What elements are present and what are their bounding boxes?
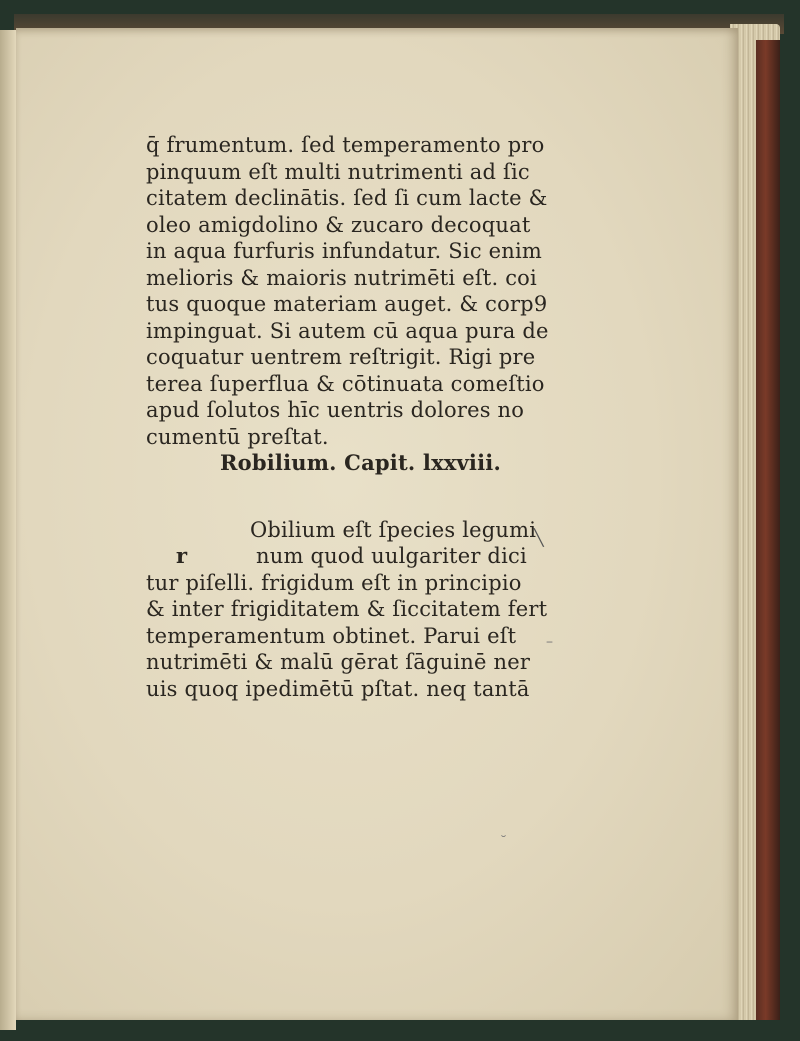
text-line: tus quoque materiam auget. & corp9 xyxy=(146,292,548,316)
text-line-body: num quod uulgariter dici xyxy=(256,544,527,568)
text-line: uis quoq ipedimētū pſtat. neq tantā xyxy=(146,676,530,701)
text-line: impinguat. Si autem cū aqua pura de xyxy=(146,318,549,343)
text-line: citatem declinātis. ſed ſi cum lacte & xyxy=(146,186,548,210)
text-line: tur piſelli. frigidum eſt in principio xyxy=(146,570,522,595)
text-line: coquatur uentrem reſtrigit. Rigi pre xyxy=(146,345,536,369)
facing-page-edge xyxy=(0,30,16,1030)
text-line: melioris & maioris nutrimēti eſt. coi xyxy=(146,265,537,290)
spacer xyxy=(146,477,546,517)
text-line: nutrimēti & malū gērat ſāguinē ner xyxy=(146,650,531,674)
text-line: pinquum eſt multi nutrimenti ad ſic xyxy=(146,159,530,184)
margin-dash-icon: – xyxy=(546,634,553,650)
passage-two xyxy=(146,517,546,703)
stray-mark-icon: ˘ xyxy=(500,834,507,850)
text-line: & inter frigiditatem & ſiccitatem fert xyxy=(146,597,548,621)
text-line: q̄ frumentum. ſed temperamento pro xyxy=(146,133,545,157)
text-line: terea ſuperflua & cōtinuata comeſtio xyxy=(146,371,545,396)
text-line xyxy=(146,543,546,570)
book-binding-edge xyxy=(756,40,780,1020)
text-block xyxy=(146,132,549,702)
margin-mark-icon: ╲ xyxy=(534,528,544,547)
text-line: temperamentum obtinet. Parui eſt xyxy=(146,623,517,648)
page xyxy=(16,28,738,1020)
text-line: in aqua furfuris infundatur. Sic enim xyxy=(146,239,543,263)
passage-one xyxy=(146,132,549,450)
guide-letter: r xyxy=(176,543,188,568)
chapter-heading: Robilium. Capit. lxxviii. xyxy=(220,450,501,475)
text-line: apud ſolutos hīc uentris dolores no xyxy=(146,398,525,422)
text-line: cumentū preſtat. xyxy=(146,424,329,449)
text-line: Obilium eſt ſpecies legumi xyxy=(250,517,537,542)
text-line: oleo amigdolino & zucaro decoquat xyxy=(146,212,531,237)
